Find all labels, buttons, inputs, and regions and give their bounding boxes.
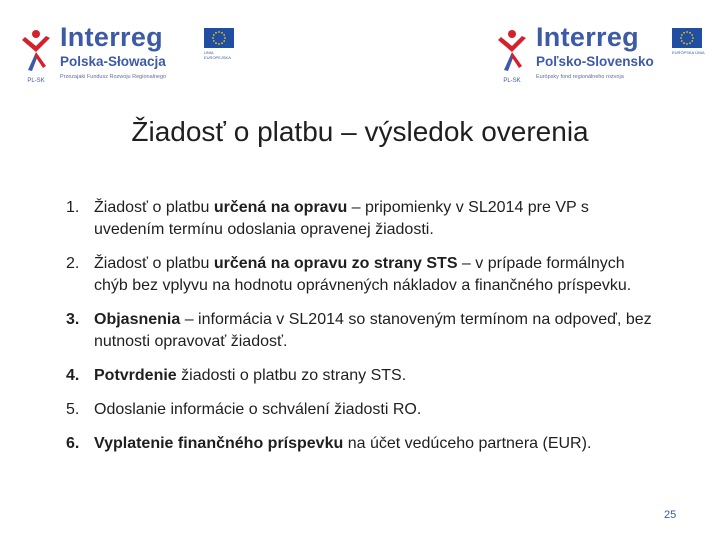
list-item (66, 399, 656, 421)
interreg-pl-sk-logo-right (492, 22, 712, 84)
interreg-pl-sk-logo-left (16, 22, 236, 84)
interreg-emblem-icon (492, 26, 532, 84)
item-number: 3. (66, 311, 80, 328)
item-emphasis: určená na opravu zo strany STS (213, 255, 458, 272)
list-item (66, 197, 656, 241)
item-text: – pripomienky v SL2014 pre VP s uvedením termínu odoslania opravenej žiadosti. (94, 199, 589, 238)
slide-title: Žiadosť o platbu – výsledok overenia (131, 116, 589, 147)
list-item (66, 365, 656, 387)
brand-region: Polska-Słowacja (60, 54, 166, 69)
svg-text:PL-SK: PL-SK (503, 78, 521, 84)
brand-tagline: Európsky fond regionálneho rozvoja (536, 74, 624, 80)
item-text: Žiadosť o platbu (94, 255, 214, 272)
item-number: 4. (66, 367, 80, 384)
interreg-emblem-icon (16, 26, 56, 84)
item-text: Odoslanie informácie o schválení žiadosti RO. (94, 401, 422, 418)
svg-text:PL-SK: PL-SK (27, 78, 45, 84)
eu-flag-icon (204, 28, 234, 48)
item-text: žiadosti o platbu zo strany STS. (176, 367, 407, 384)
item-text: – informácia v SL2014 so stanoveným termínom na odpoveď, bez nutnosti opravovať žiadosť. (94, 311, 652, 350)
item-number: 6. (66, 435, 80, 452)
eu-caption: EURÓPSKA ÚNIA (672, 50, 705, 55)
list-item (66, 433, 656, 455)
brand-name: Interreg (60, 22, 163, 52)
result-list (66, 197, 656, 467)
page-number: 25 (664, 509, 677, 521)
list-item (66, 253, 656, 297)
list-item (66, 309, 656, 353)
item-emphasis: Objasnenia (94, 311, 181, 328)
item-text: Žiadosť o platbu (94, 199, 214, 216)
item-text: – v prípade formálnych chýb bez vplyvu na hodnotu oprávnených nákladov a finančného príspevku. (94, 255, 632, 294)
item-number: 1. (66, 199, 80, 216)
brand-region: Poľsko-Slovensko (536, 54, 654, 69)
eu-caption: UNIA EUROPEJSKA (204, 50, 231, 60)
item-emphasis: Potvrdenie (94, 367, 177, 384)
eu-flag-icon (672, 28, 702, 48)
brand-tagline: Przezajaki Fundusz Rozwoju Regionalnego (60, 74, 167, 80)
item-number: 5. (66, 401, 80, 418)
brand-name: Interreg (536, 22, 639, 52)
item-emphasis: určená na opravu (213, 199, 348, 216)
item-number: 2. (66, 255, 80, 272)
item-text: na účet vedúceho partnera (EUR). (343, 435, 592, 452)
item-emphasis: Vyplatenie finančného príspevku (94, 435, 344, 452)
